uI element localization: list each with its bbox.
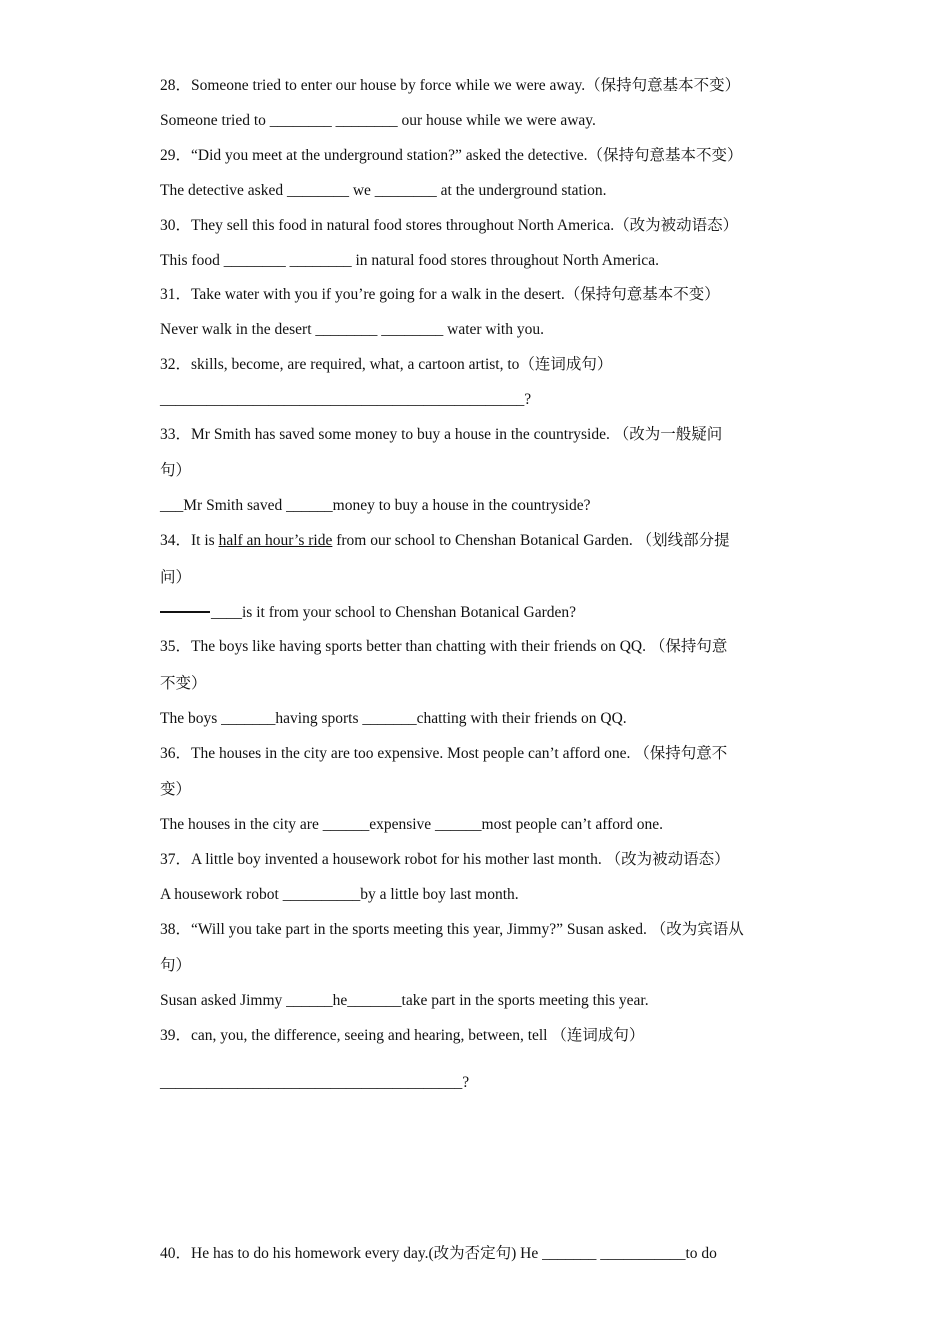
answer-blank-rule [160,611,210,613]
question-38-prompt-cont: 句） [160,957,192,974]
question-32-prompt: 32．skills, become, are required, what, a cartoon artist, to（连词成句） [160,356,613,373]
question-30-answer: This food ________ ________ in natural food stores throughout North America. [160,252,659,269]
question-33-prompt: 33．Mr Smith has saved some money to buy a house in the countryside. （改为一般疑问 [160,426,723,443]
question-29-prompt: 29．“Did you meet at the underground station?” asked the detective.（保持句意基本不变） [160,147,743,164]
question-37-prompt: 37．A little boy invented a housework robot for his mother last month. （改为被动语态） [160,851,730,868]
question-29-answer: The detective asked ________ we ________ at the underground station. [160,182,607,199]
question-34-prompt-b: from our school to Chenshan Botanical Garden. （划线部分提 [332,532,730,549]
question-30-prompt: 30．They sell this food in natural food stores throughout North America.（改为被动语态） [160,217,739,234]
question-37-answer: A housework robot __________by a little boy last month. [160,886,519,903]
question-39-prompt: 39．can, you, the difference, seeing and hearing, between, tell （连词成句） [160,1027,645,1044]
question-33-answer: ___Mr Smith saved ______money to buy a house in the countryside? [160,497,591,514]
question-34-underlined-phrase: half an hour’s ride [218,532,333,549]
question-34-prompt-a: 34．It is [160,532,219,549]
question-28-answer: Someone tried to ________ ________ our house while we were away. [160,112,596,129]
question-38-prompt: 38．“Will you take part in the sports meeting this year, Jimmy?” Susan asked. （改为宾语从 [160,921,744,938]
question-32-answer: _______________________________________________? [160,391,532,408]
question-35-prompt-cont: 不变） [160,675,207,692]
question-39-answer: _______________________________________? [160,1074,470,1091]
question-31-prompt: 31．Take water with you if you’re going for a walk in the desert.（保持句意基本不变） [160,286,720,303]
question-28-prompt: 28．Someone tried to enter our house by force while we were away.（保持句意基本不变） [160,77,741,94]
question-40-prompt: 40．He has to do his homework every day.(改为否定句) He _______ ___________to do [160,1245,717,1262]
question-36-prompt: 36．The houses in the city are too expensive. Most people can’t afford one. （保持句意不 [160,745,728,762]
question-31-answer: Never walk in the desert ________ ________ water with you. [160,321,544,338]
question-35-prompt: 35．The boys like having sports better than chatting with their friends on QQ. （保持句意 [160,638,728,655]
question-34-answer-text: ____is it from your school to Chenshan Botanical Garden? [211,604,577,621]
question-34-prompt-cont: 问） [160,569,192,586]
question-35-answer: The boys _______having sports _______chatting with their friends on QQ. [160,710,627,727]
question-34-answer [160,603,576,623]
question-33-prompt-cont: 句） [160,462,192,479]
question-38-answer: Susan asked Jimmy ______he_______take part in the sports meeting this year. [160,992,649,1009]
question-36-answer: The houses in the city are ______expensive ______most people can’t afford one. [160,816,664,833]
question-36-prompt-cont: 变） [160,781,192,798]
question-34-prompt [160,531,730,551]
